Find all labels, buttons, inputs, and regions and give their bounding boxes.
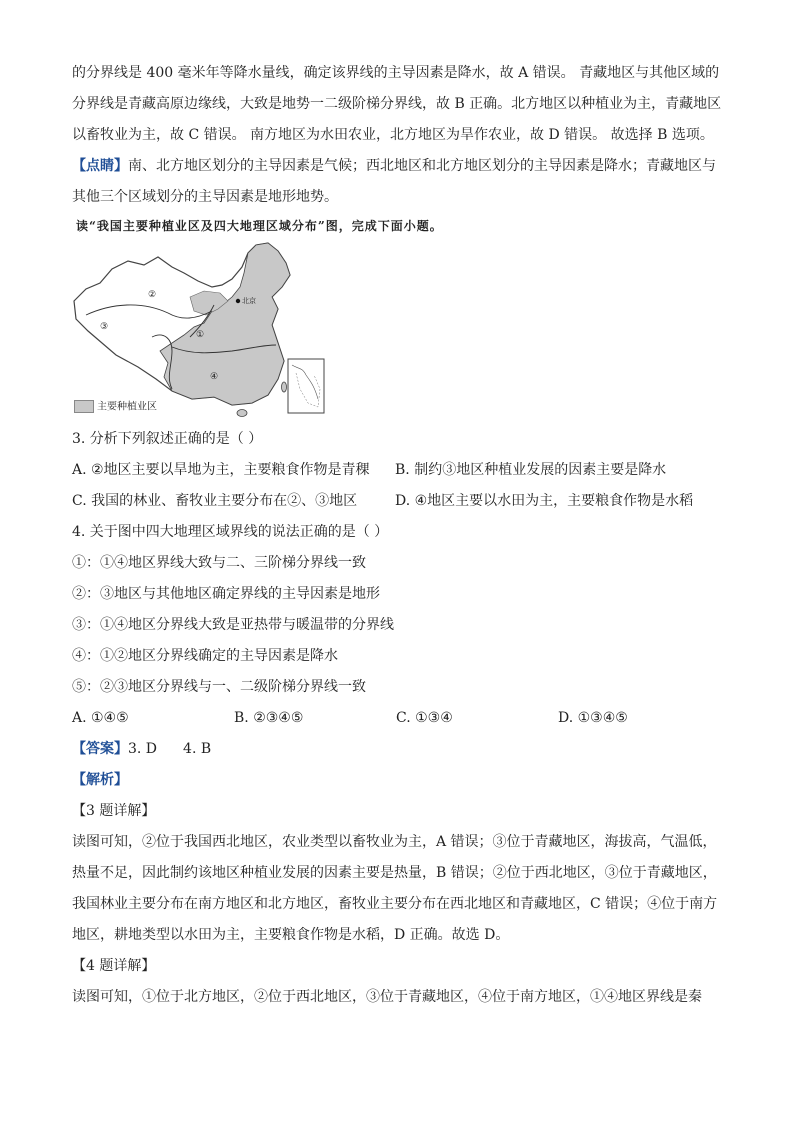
- q3-option-a: A. ②地区主要以旱地为主，主要粮食作物是青稞: [72, 462, 370, 478]
- question-4-stem: 4. 关于图中四大地理区域界线的说法正确的是（ ）: [72, 524, 389, 540]
- q4-statement: ①：①④地区界线大致与二、三阶梯分界线一致: [72, 555, 366, 571]
- comment-line-1: [72, 151, 722, 182]
- detail-4-line: 读图可知，①位于北方地区，②位于西北地区，③位于青藏地区，④位于南方地区，①④地区界线是秦: [72, 989, 702, 1005]
- comment-text: 南、北方地区划分的主导因素是气候；西北地区和北方地区划分的主导因素是降水；青藏地区与: [128, 158, 716, 174]
- q4-option-d: D. ①③④⑤: [558, 710, 628, 726]
- q4-option-a: A. ①④⑤: [72, 710, 129, 726]
- q4-option-c: C. ①③④: [396, 710, 453, 726]
- question-4-options: [72, 703, 722, 734]
- q3-option-d: D. ④地区主要以水田为主，主要粮食作物是水稻: [395, 493, 694, 509]
- detail-3-line: 读图可知，②位于我国西北地区，农业类型以畜牧业为主，A 错误；③位于青藏地区，海拔高，气温低，: [72, 834, 717, 850]
- beijing-dot: [236, 299, 240, 303]
- region-label-4: ④: [210, 372, 219, 382]
- q3-option-c: C. 我国的林业、畜牧业主要分布在②、③地区: [72, 493, 358, 509]
- analysis-bracket: 【解析】: [72, 772, 128, 788]
- legend-label: 主要种植业区: [97, 401, 157, 413]
- q3-option-b: B. 制约③地区种植业发展的因素主要是降水: [395, 462, 667, 478]
- china-crop-region-map: [72, 239, 332, 424]
- answer-q3: 3. D: [128, 741, 158, 757]
- detail-3-heading: 【3 题详解】: [72, 803, 156, 819]
- analysis-heading: [72, 765, 722, 796]
- text-line: 分界线是青藏高原边缘线，大致是地势一二级阶梯分界线，故 B 正确。北方地区以种植业为主，青藏地区: [72, 96, 722, 112]
- q4-statement: ③：①④地区分界线大致是亚热带与暖温带的分界线: [72, 617, 394, 633]
- comment-bracket: 【点睛】: [72, 158, 128, 174]
- hainan-island: [237, 410, 247, 417]
- beijing-label: 北京: [242, 297, 256, 305]
- detail-3-line: 热量不足，因此制约该地区种植业发展的因素主要是热量，B 错误；②位于西北地区，③位于青藏地区，: [72, 865, 717, 881]
- q4-statement: ⑤：②③地区分界线与一、二级阶梯分界线一致: [72, 679, 366, 695]
- prev-analysis: [72, 58, 722, 151]
- map-legend: [74, 400, 157, 414]
- question-3-options-row-1: [72, 455, 722, 486]
- detail-3-line: 地区，耕地类型以水田为主，主要粮食作物是水稻，D 正确。故选 D。: [72, 927, 510, 943]
- comment-block: [72, 151, 722, 213]
- answer-line: [72, 734, 722, 765]
- taiwan-island: [282, 382, 287, 392]
- region-label-3: ③: [100, 322, 109, 332]
- text-line: 的分界线是 400 毫米年等降水量线，确定该界线的主导因素是降水，故 A 错误。 青藏地区与其他区域的: [72, 65, 720, 81]
- legend-swatch: [74, 400, 94, 413]
- document-page: [72, 58, 722, 1013]
- map-drawing: [72, 239, 332, 424]
- text-line: 以畜牧业为主，故 C 错误。 南方地区为水田农业，北方地区为旱作农业，故 D 错误。 故选择 B 选项。: [72, 127, 714, 143]
- comment-line-2: 其他三个区域划分的主导因素是地形地势。: [72, 189, 338, 205]
- detail-4-heading: 【4 题详解】: [72, 958, 156, 974]
- region-label-2: ②: [148, 290, 157, 300]
- question-3-stem: 3. 分析下列叙述正确的是（ ）: [72, 431, 263, 447]
- region-label-1: ①: [196, 330, 205, 340]
- answer-q4: 4. B: [183, 741, 212, 757]
- q4-statement: ②：③地区与其他地区确定界线的主导因素是地形: [72, 586, 380, 602]
- q4-option-b: B. ②③④⑤: [234, 710, 304, 726]
- q4-statement: ④：①②地区分界线确定的主导因素是降水: [72, 648, 338, 664]
- detail-3-line: 我国林业主要分布在南方地区和北方地区，畜牧业主要分布在西北地区和青藏地区，C 错误；④位于南方: [72, 896, 718, 912]
- answer-bracket: 【答案】: [72, 741, 128, 757]
- figure-caption: 读“我国主要种植业区及四大地理区域分布”图，完成下面小题。: [76, 219, 443, 233]
- question-3-options-row-2: [72, 486, 722, 517]
